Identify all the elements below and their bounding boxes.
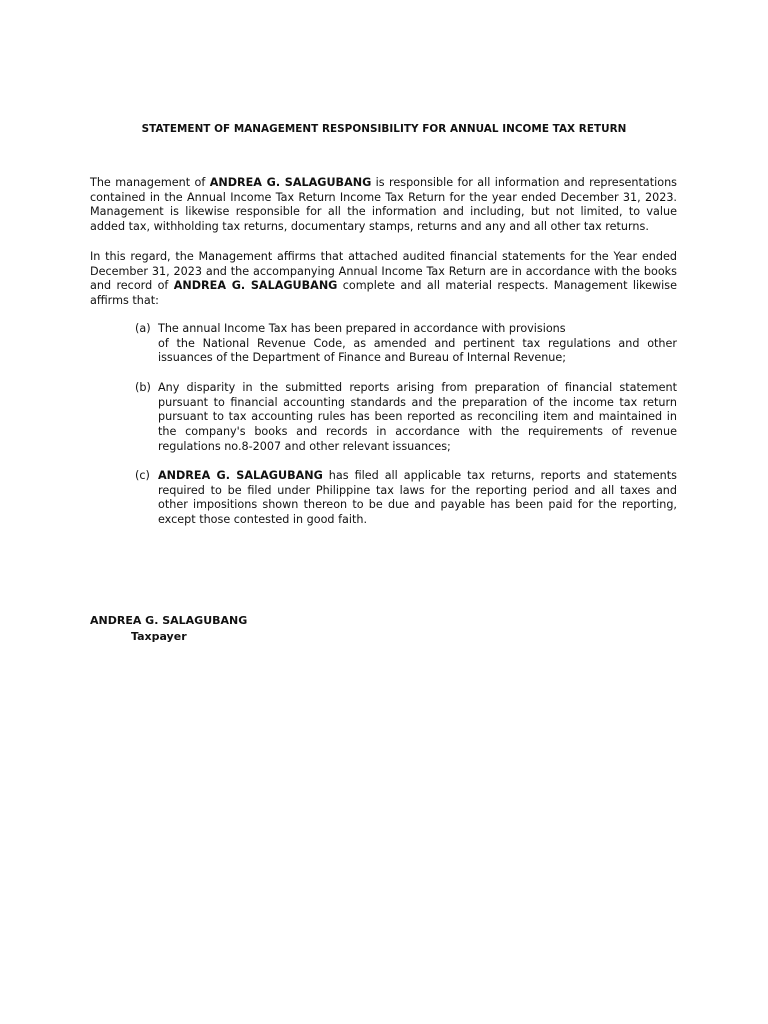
- list-item-body: [158, 322, 677, 366]
- list-item-body: [158, 469, 677, 528]
- list-marker: (b): [135, 381, 151, 394]
- list-marker: (a): [135, 322, 151, 335]
- signature-role: Taxpayer: [131, 630, 187, 643]
- signature-name: ANDREA G. SALAGUBANG: [90, 614, 248, 627]
- item-c-rest: has filed all applicable tax returns, reports and statements required to be filed under Philippine tax laws for the reporting period and all taxes and other impositions shown thereon to be due and payable has been paid for the reporting, except those contested in good faith.: [158, 469, 677, 527]
- paragraph2-lead: In this regard, the Management affirms that attached audited financial statements for the Year ended December 31, 2023 and the accompanying Annual Income Tax Return are in accordance with the books and record of: [90, 250, 677, 293]
- item-c-entity: ANDREA G. SALAGUBANG: [158, 469, 323, 482]
- list-marker: (c): [135, 469, 150, 482]
- document-title: STATEMENT OF MANAGEMENT RESPONSIBILITY FOR ANNUAL INCOME TAX RETURN: [141, 123, 627, 135]
- paragraph1-entity: ANDREA G. SALAGUBANG: [209, 176, 372, 189]
- paragraph1-rest: is responsible for all information and representations contained in the Annual Income Tax Return Income Tax Return for the year ended December 31, 2023. Management is likewise responsible for all the information and including, but not limited, to value added tax, withholding tax returns, documentary stamps, returns and any and all other tax returns.: [90, 176, 677, 234]
- paragraph1-lead: The management of: [90, 176, 210, 189]
- item-a-rest: of the National Revenue Code, as amended and pertinent tax regulations and other issuances of the Department of Finance and Bureau of Internal Revenue;: [158, 336, 677, 365]
- paragraph2-entity: ANDREA G. SALAGUBANG: [173, 279, 338, 293]
- list-item-body: Any disparity in the submitted reports arising from preparation of financial statement pursuant to financial accounting standards and the preparation of the income tax return pursuant to tax accounting rules has been reported as reconciling item and maintained in the company's books and records in accordance with the requirements of revenue regulations no.8-2007 and other relevant issuances;: [158, 381, 677, 453]
- paragraph-management-affirmation: [90, 250, 677, 309]
- paragraph2-rest: complete and all material respects. Management likewise affirms that:: [90, 279, 677, 308]
- paragraph-management-responsibility: [90, 176, 677, 235]
- item-a-first-line: The annual Income Tax has been prepared in accordance with provisions: [158, 322, 566, 335]
